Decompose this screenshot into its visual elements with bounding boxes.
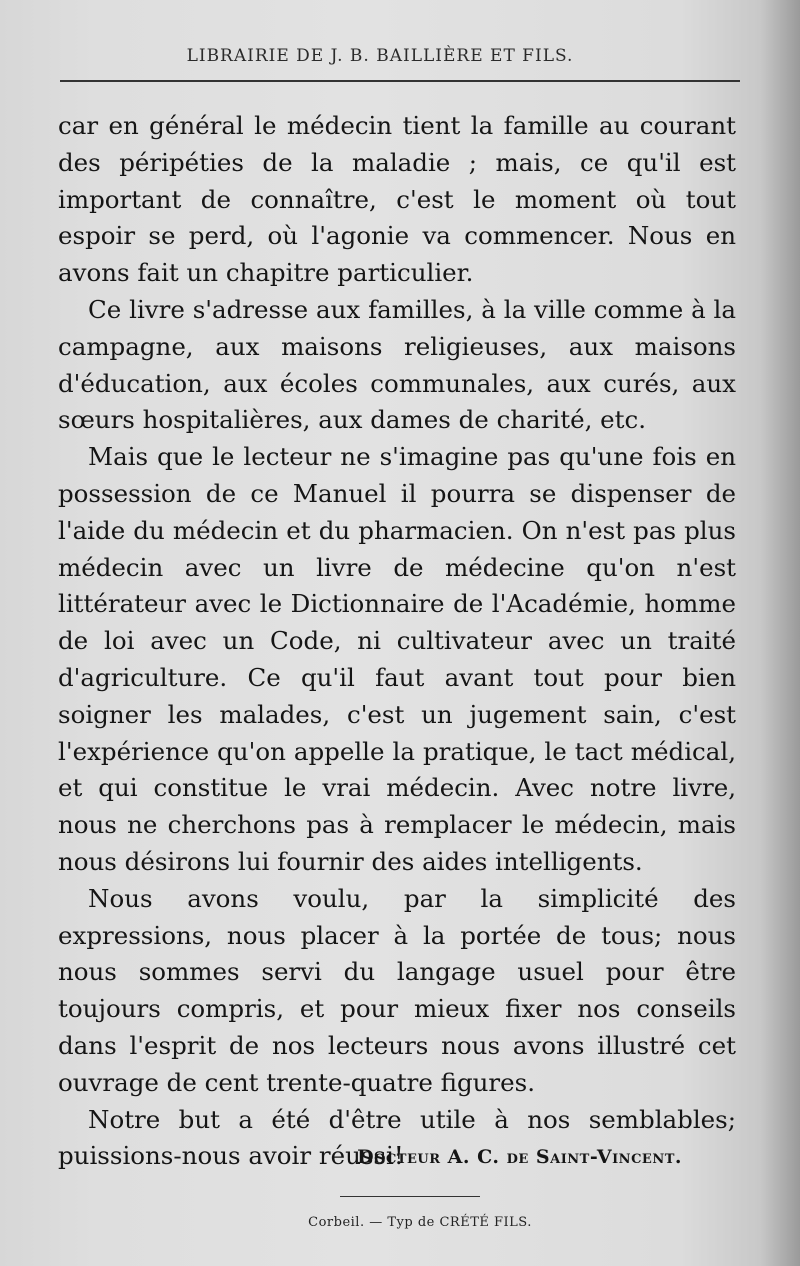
paragraph-4: Nous avons voulu, par la simplicité des expressions, nous placer à la portée de tous; nous nous sommes servi du langage usuel pour être toujours compris, et pour mieux fixer nos conseils dans l'esprit de nos lecteurs nous avons illustré cet ouvrage de cent trente-quatre figures. — [58, 883, 736, 1097]
body-text — [58, 108, 736, 1175]
author-signature: Docteur A. C. de Saint-Vincent. — [357, 1146, 682, 1168]
footer-rule — [340, 1196, 480, 1197]
running-head: LIBRAIRIE DE J. B. BAILLIÈRE ET FILS. — [186, 46, 574, 66]
paragraph-5: Notre but a été d'être utile à nos semblables; puissions-nous avoir réussi! — [58, 1104, 736, 1171]
paragraph-2: Ce livre s'adresse aux familles, à la ville comme à la campagne, aux maisons religieuses, aux maisons d'éducation, aux écoles communales, aux curés, aux sœurs hospitalières, aux dames de charité, etc. — [58, 294, 736, 435]
printer-imprint: Corbeil. — Typ de CRÉTÉ FILS. — [308, 1215, 532, 1230]
paragraph-1: car en général le médecin tient la famille au courant des péripéties de la maladie ; mais, ce qu'il est important de connaître, c'est le moment où tout espoir se perd, où l'agonie va commencer. Nous en avons fait un chapitre particulier. — [58, 111, 736, 288]
paragraph-3: Mais que le lecteur ne s'imagine pas qu'une fois en possession de ce Manuel il pourra se dispenser de l'aide du médecin et du pharmacien. On n'est pas plus médecin avec un livre de médecine qu'on n'est littérateur avec le Dictionnaire de l'Académie, homme de loi avec un Code, ni cultivateur avec un traité d'agriculture. Ce qu'il faut avant tout pour bien soigner les malades, c'est un jugement sain, c'est l'expérience qu'on appelle la pratique, le tact médical, et qui constitue le vrai médecin. Avec notre livre, nous ne cherchons pas à remplacer le médecin, mais nous désirons lui fournir des aides intelligents. — [58, 442, 736, 876]
header-rule — [60, 80, 740, 82]
